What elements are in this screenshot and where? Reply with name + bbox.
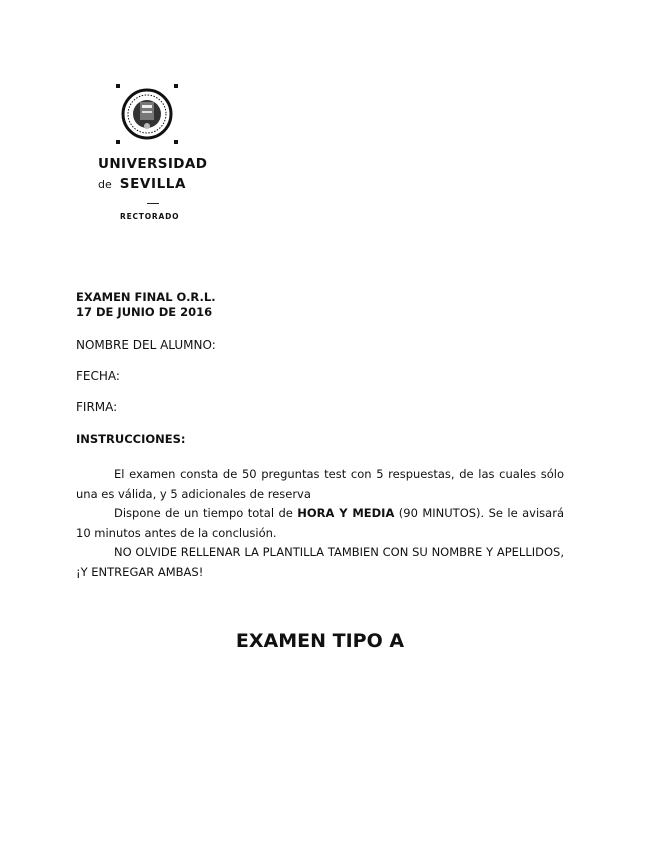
exam-header (76, 290, 216, 320)
logo-de-text: de (98, 178, 112, 191)
logo-city-line (98, 176, 186, 192)
instructions-body (76, 465, 564, 582)
logo-subtitle: RECTORADO (120, 212, 180, 221)
para2-text-after: (90 MINUTOS). Se le avisará 10 minutos antes de la conclusión. (76, 506, 564, 540)
date-label: FECHA: (76, 369, 120, 383)
student-name-label: NOMBRE DEL ALUMNO: (76, 338, 216, 352)
exam-type-title: EXAMEN TIPO A (235, 630, 405, 652)
instructions-paragraph-2 (76, 504, 564, 543)
logo-university-text: UNIVERSIDAD (98, 156, 208, 172)
instructions-heading: INSTRUCCIONES: (76, 432, 186, 446)
logo-city-text: SEVILLA (119, 176, 187, 192)
para2-text-before: Dispone de un tiempo total de (114, 506, 298, 520)
university-seal-icon (116, 84, 178, 144)
instructions-paragraph-1: El examen consta de 50 preguntas test con 5 respuestas, de las cuales sólo una es válida, y 5 adicionales de reserva (76, 467, 564, 501)
logo-divider (147, 203, 159, 204)
exam-header-line1: EXAMEN FINAL O.R.L. (76, 290, 216, 304)
exam-header-line2: 17 DE JUNIO DE 2016 (76, 305, 213, 319)
instructions-paragraph-3: NO OLVIDE RELLENAR LA PLANTILLA TAMBIEN CON SU NOMBRE Y APELLIDOS, ¡Y ENTREGAR AMBAS! (76, 545, 564, 579)
para2-duration-bold: HORA Y MEDIA (297, 506, 395, 520)
signature-label: FIRMA: (76, 400, 118, 414)
